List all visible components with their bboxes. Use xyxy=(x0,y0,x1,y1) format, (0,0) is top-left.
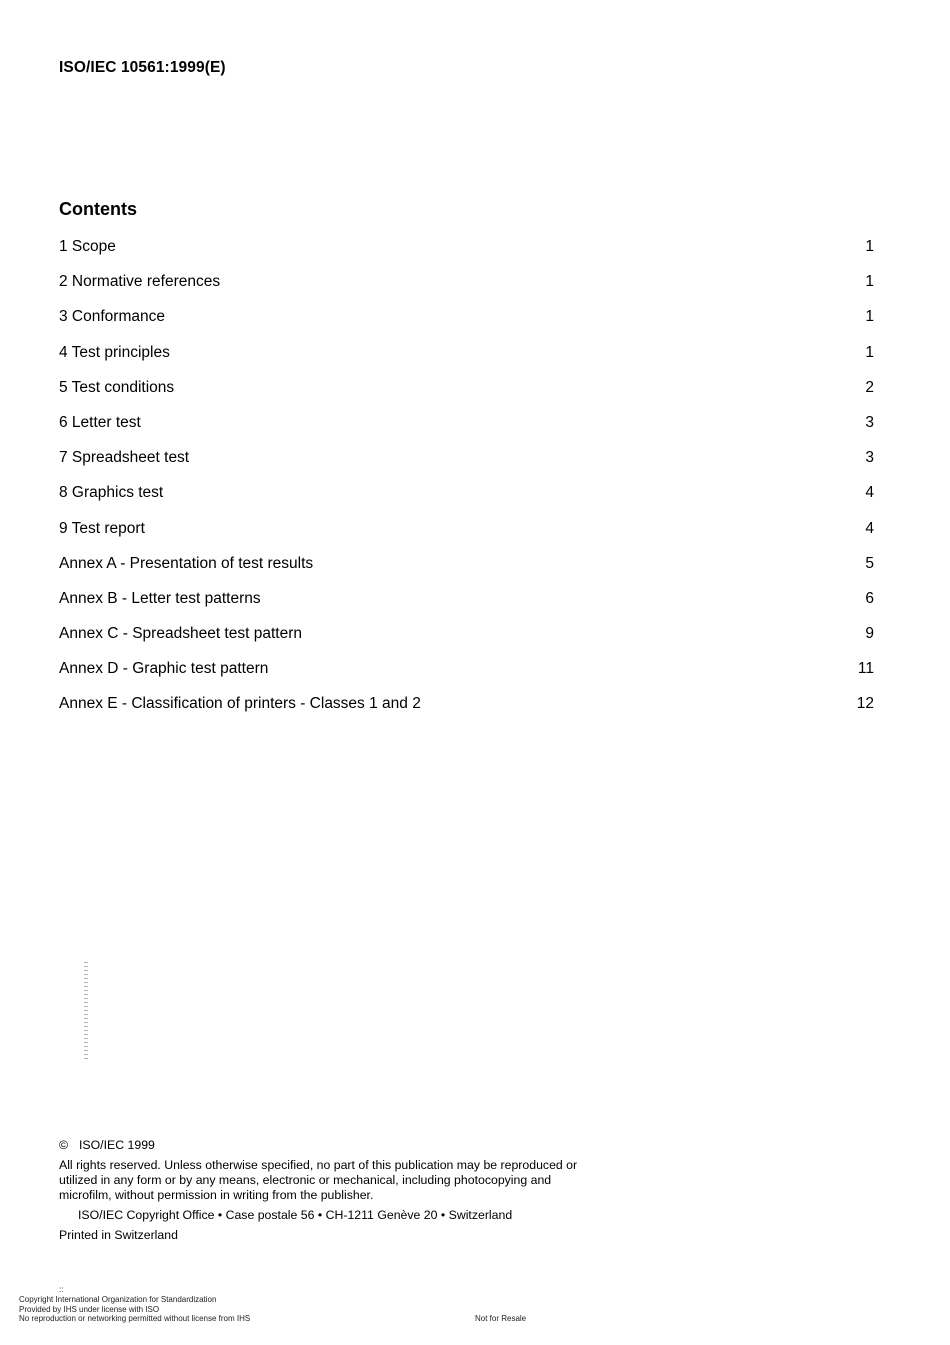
printed-in: Printed in Switzerland xyxy=(59,1228,178,1242)
toc-entry-page: 3 xyxy=(865,413,874,431)
toc-entry[interactable] xyxy=(59,659,874,694)
toc-entry-label: 7 Spreadsheet test xyxy=(59,449,190,467)
footer-dots: :: xyxy=(59,1285,64,1294)
toc-entry-label: 5 Test conditions xyxy=(59,378,175,396)
toc-entry-label: Annex C - Spreadsheet test pattern xyxy=(59,625,302,643)
toc-entry-label: 2 Normative references xyxy=(59,273,221,291)
not-for-resale: Not for Resale xyxy=(475,1314,527,1323)
copyright-holder: ISO/IEC 1999 xyxy=(79,1138,155,1152)
contents-heading: Contents xyxy=(59,199,137,219)
toc-entry-label: 4 Test principles xyxy=(59,343,170,361)
copyright-office: ISO/IEC Copyright Office • Case postale 56 • CH-1211 Genève 20 • Switzerland xyxy=(78,1208,513,1222)
toc-entry[interactable] xyxy=(59,483,874,518)
toc-entry-page: 1 xyxy=(865,308,874,326)
toc-entry-label: Annex B - Letter test patterns xyxy=(59,589,261,607)
footer-line-reproduction: No reproduction or networking permitted without license from IHS xyxy=(19,1314,251,1323)
toc-entry[interactable] xyxy=(59,554,874,589)
toc-entry-page: 1 xyxy=(865,238,874,255)
toc-entry-page: 12 xyxy=(856,695,874,713)
toc-entry[interactable] xyxy=(59,378,874,413)
toc-entry[interactable] xyxy=(59,519,874,554)
toc-entry[interactable] xyxy=(59,307,874,342)
toc-entry-page: 1 xyxy=(865,343,874,361)
toc-entry-page: 11 xyxy=(857,660,874,678)
toc-entry[interactable] xyxy=(59,413,874,448)
toc-entry[interactable] xyxy=(59,589,874,624)
toc-entry-page: 5 xyxy=(865,554,874,572)
toc-entry-page: 1 xyxy=(865,273,874,291)
toc-entry-page: 2 xyxy=(865,378,874,396)
toc-entry[interactable] xyxy=(59,272,874,307)
toc-entry-label: Annex A - Presentation of test results xyxy=(59,554,314,572)
toc-entry-label: Annex D - Graphic test pattern xyxy=(59,660,269,678)
toc-entry-label: 9 Test report xyxy=(59,519,145,537)
rights-text: All rights reserved. Unless otherwise specified, no part of this publication may be reproduced or utilized in any form or by any means, electronic or mechanical, including photocopying and microfilm, without permission in writing from the publisher. xyxy=(59,1158,578,1202)
footer-line-provided: Provided by IHS under license with ISO xyxy=(19,1304,160,1314)
toc-entry-page: 4 xyxy=(865,484,874,502)
toc-entry[interactable] xyxy=(59,694,874,729)
table-of-contents xyxy=(59,237,874,730)
toc-entry-page: 3 xyxy=(865,449,874,467)
toc-entry[interactable] xyxy=(59,237,874,272)
toc-entry[interactable] xyxy=(59,448,874,483)
copyright-line xyxy=(59,1138,599,1153)
toc-entry-page: 4 xyxy=(865,519,874,537)
toc-entry-page: 9 xyxy=(865,625,874,643)
license-footer xyxy=(19,1295,250,1324)
toc-entry-label: 3 Conformance xyxy=(59,308,165,326)
toc-entry-label: 1 Scope xyxy=(59,238,116,255)
document-id: ISO/IEC 10561:1999(E) xyxy=(59,59,226,76)
toc-entry-label: Annex E - Classification of printers - Classes 1 and 2 xyxy=(59,695,421,713)
toc-entry[interactable] xyxy=(59,624,874,659)
toc-entry-label: 8 Graphics test xyxy=(59,484,164,502)
copyright-notice xyxy=(59,1138,599,1243)
copyright-symbol: © xyxy=(59,1138,69,1152)
scan-marks xyxy=(84,962,88,1060)
toc-entry-page: 6 xyxy=(865,589,874,607)
toc-entry-label: 6 Letter test xyxy=(59,413,141,431)
footer-line-copyright: Copyright International Organization for Standardization xyxy=(19,1295,217,1304)
toc-entry[interactable] xyxy=(59,343,874,378)
